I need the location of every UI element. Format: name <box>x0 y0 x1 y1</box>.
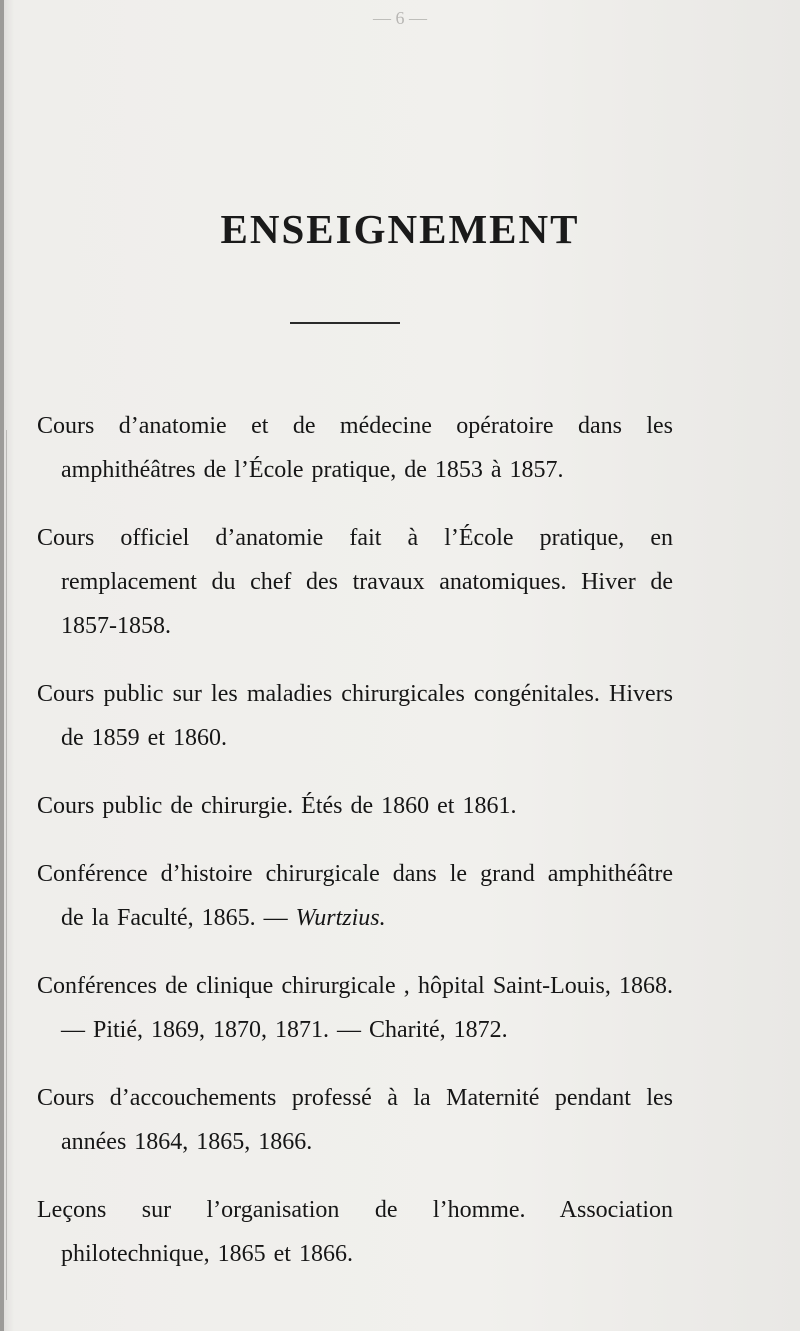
entry-text: Conférence d’histoire chirurgicale dans le grand amphithéâtre de la Faculté, 1865. — <box>37 861 673 931</box>
entry-text: Cours officiel d’anatomie fait à l’École pratique, en remplacement du chef des travaux anatomiques. Hiver de 1857-1858. <box>37 525 673 639</box>
entry-text: Cours public de chirurgie. Étés de 1860 et 1861. <box>37 793 517 819</box>
page-fold-line <box>6 430 7 1300</box>
page-binding-edge <box>0 0 4 1331</box>
teaching-entry <box>37 516 673 648</box>
teaching-entry <box>37 404 673 492</box>
entry-author: Wurtzius. <box>295 905 386 931</box>
teaching-entry <box>37 1076 673 1164</box>
title-divider <box>290 322 400 324</box>
entry-text: Cours d’accouchements professé à la Maternité pendant les années 1864, 1865, 1866. <box>37 1085 673 1155</box>
entry-text: Conférences de clinique chirurgicale , hôpital Saint-Louis, 1868. — Pitié, 1869, 1870, 1871. — Charité, 1872. <box>37 973 673 1043</box>
teaching-entry <box>37 1188 673 1276</box>
teaching-list <box>37 404 673 1292</box>
section-title: ENSEIGNEMENT <box>220 206 580 252</box>
page-number: — 6 — <box>373 8 427 28</box>
entry-text: Cours public sur les maladies chirurgicales congénitales. Hivers de 1859 et 1860. <box>37 681 673 751</box>
teaching-entry <box>37 852 673 940</box>
teaching-entry <box>37 964 673 1052</box>
teaching-entry <box>37 672 673 760</box>
entry-text: Cours d’anatomie et de médecine opératoire dans les amphithéâtres de l’École pratique, de 1853 à 1857. <box>37 413 673 483</box>
entry-text: Leçons sur l’organisation de l’homme. Association philotechnique, 1865 et 1866. <box>37 1197 673 1267</box>
teaching-entry <box>37 784 673 828</box>
